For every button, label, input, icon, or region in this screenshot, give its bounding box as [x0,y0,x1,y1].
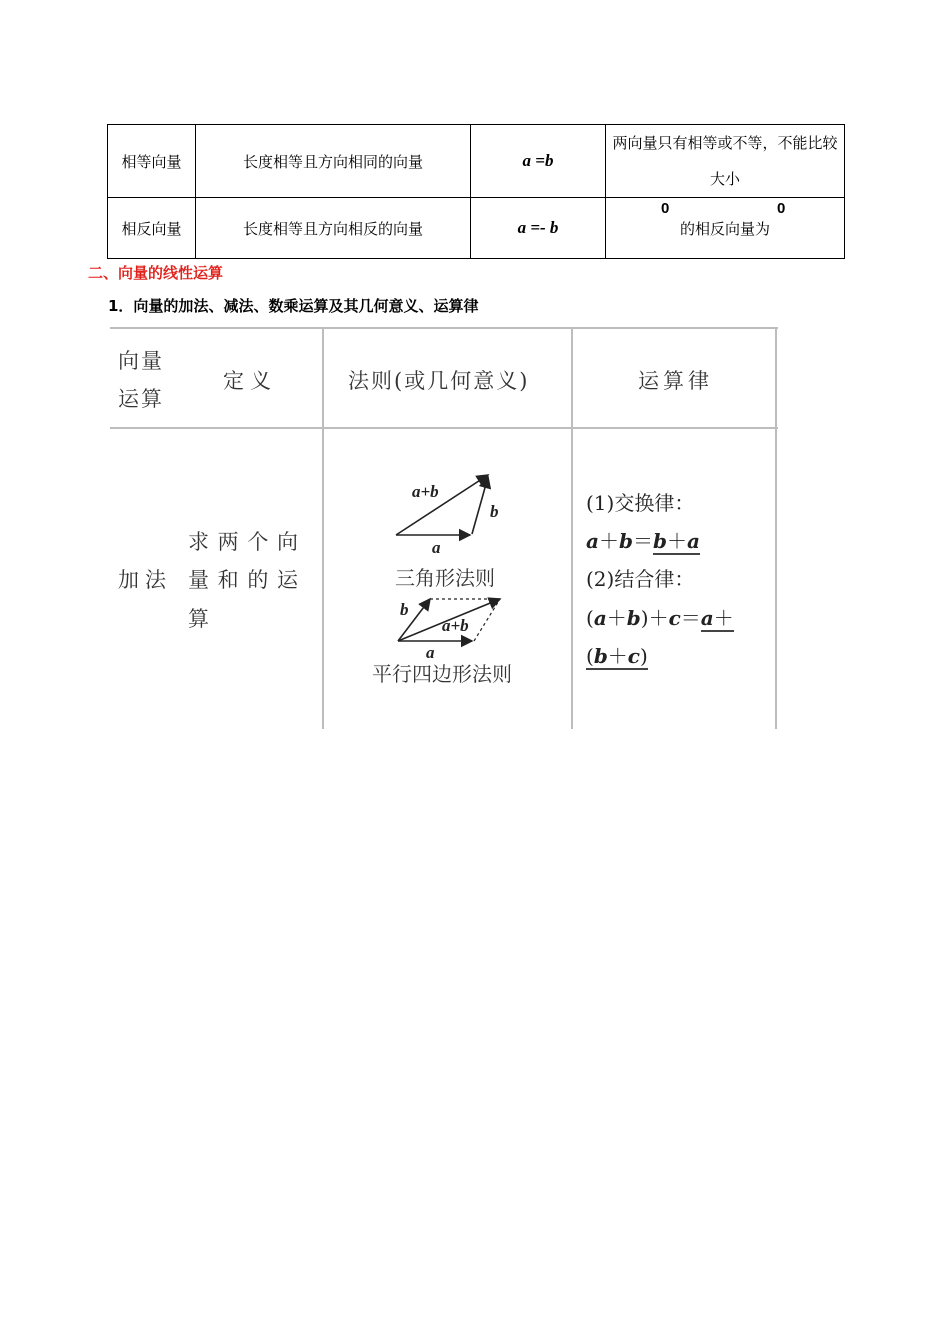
dashed-side [474,599,500,641]
zero-vector-2: 0 [777,200,786,217]
cell-def: 长度相等且方向相反的向量 [196,198,471,259]
label-b: b [400,600,409,619]
grid-line [571,327,573,729]
label-sum: a+b [442,616,469,635]
linear-operations-table [110,327,778,729]
header-op-line2: 运算 [118,387,164,411]
subsection-heading: 1．向量的加法、减法、数乘运算及其几何意义、运算律 [108,297,479,315]
def-line: 求 两 个 向 [188,530,300,554]
cell-notation: a =- b [471,198,606,259]
cell-note-zero [606,198,845,259]
vector-types-table [107,124,845,259]
triangle-rule-diagram [380,467,510,557]
parallelogram-rule-label: 平行四边形法则 [372,662,512,686]
cell-name: 相反向量 [108,198,196,259]
label-sum: a+b [412,482,439,501]
op-addition: 加法 [118,568,172,592]
label-b: b [490,502,499,521]
def-line: 量 和 的 运 [188,568,300,592]
cell-notation: a =b [471,125,606,198]
law-associative-title: (2)结合律： [586,567,695,591]
cell-note: 的相反向量为 [679,219,770,238]
header-definition: 定义 [223,369,277,393]
def-line: 算 [188,607,211,631]
header-laws: 运算律 [638,369,713,393]
zero-vector-1: 0 [661,200,670,217]
law-commutative-title: (1)交换律： [586,491,695,515]
grid-line [110,427,778,429]
triangle-rule-label: 三角形法则 [395,566,495,590]
section-heading: 二、向量的线性运算 [88,264,224,282]
parallelogram-rule-diagram [390,593,510,661]
table-row [108,198,845,259]
cell-note: 两向量只有相等或不等，不能比较大小 [606,125,845,198]
cell-def: 长度相等且方向相同的向量 [196,125,471,198]
grid-line [775,327,777,729]
label-a: a [426,643,435,661]
grid-line [322,327,324,729]
cell-name: 相等向量 [108,125,196,198]
law-associative-formula: (a＋b)＋c＝a＋ [586,606,734,630]
header-rule: 法则(或几何意义) [348,369,530,393]
grid-line [110,327,778,329]
law-commutative-formula: a＋b＝b＋a [586,529,700,553]
vector-b-arrow [472,477,488,534]
law-associative-formula-cont: (b＋c) [586,644,648,668]
label-a: a [432,538,441,557]
header-op-line1: 向量 [118,349,164,373]
table-row [108,125,845,198]
